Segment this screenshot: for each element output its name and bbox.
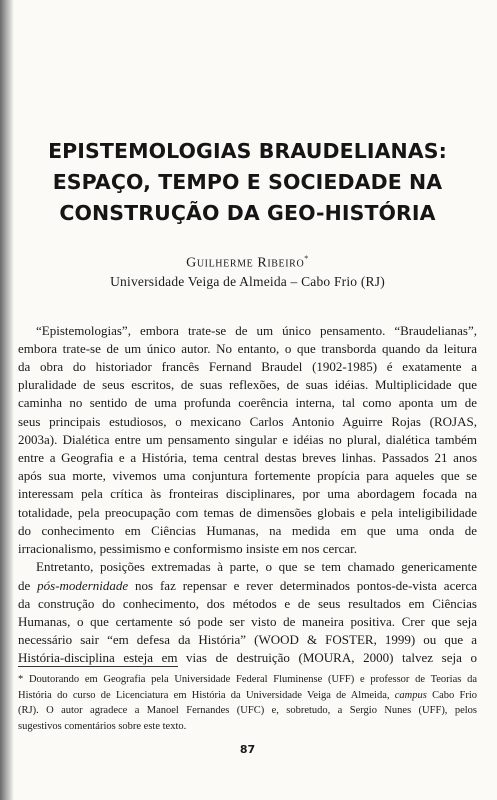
page-number: 87 [239,743,256,756]
book-spine-shadow [0,0,14,800]
text-line: embora trate-se de um único autor. No entanto, o que transborda quando da leitura [18,340,477,356]
author-name-text: Guilherme Ribeiro [186,255,305,271]
footnote [18,672,477,734]
title-line: CONSTRUÇÃO DA GEO-HISTÓRIA [59,201,436,225]
text-line: pluralidade de seus escritos, de suas reflexões, de suas idéias. Multiplicidade que [18,377,477,393]
emphasized-term: campus [394,689,427,701]
text-line: irracionalismo, pessimismo e conformismo insiste em nos cercar. [18,541,358,557]
text-line [18,577,477,595]
footnote-line: (RJ). O autor agradece a Manoel Fernandes (UFC) e, sobretudo, a Sergio Nunes (UFF), pelos [18,705,477,717]
text-segment: Cabo Frio [426,689,477,701]
text-line: interessam pela crítica às fronteiras disciplinares, por uma abordagem focada na [18,486,477,502]
text-line: da construção do conhecimento, dos métodos e de seus resultados em Ciências [18,595,477,611]
author-affiliation: Universidade Veiga de Almeida – Cabo Frio (RJ) [110,273,385,289]
footnote-divider [18,666,178,667]
text-segment: nos faz repensar e rever determinados pontos-de-vista acerca [128,577,477,593]
text-line: totalidade, pela preocupação com temas de dimensões globais e pela inteligibilidade [18,504,477,520]
page [18,0,477,800]
author-footnote-mark: * [304,254,309,263]
text-line: Entretanto, posições extremadas à parte, o que se tem chamado genericamente [36,559,477,575]
text-line: necessário sair “em defesa da História” (WOOD & FOSTER, 1999) ou que a [18,632,477,648]
text-line: seus principais estudiosos, o mexicano Carlos Antonio Aguirre Rojas (ROJAS, [18,413,477,429]
text-line: do conhecimento em Ciências Humanas, na medida em que uma onda de [18,522,477,538]
text-segment: História do curso de Licenciatura em História da Universidade Veiga de Almeida, [18,689,395,701]
text-line: Humanas, o que certamente só pode ser visto de maneira positiva. Crer que seja [18,613,477,629]
title-line: ESPAÇO, TEMPO E SOCIEDADE NA [52,170,443,194]
article-body [18,322,477,668]
text-line: após sua morte, vivemos uma conjuntura fortemente propícia para aqueles que se [18,468,477,484]
text-line: 2003a). Dialética entre um pensamento singular e idéias no plural, dialética também [18,431,477,447]
text-line: caminha no sentido de uma profunda coerência interna, tal como aponta um de [18,395,477,411]
emphasized-term: pós-modernidade [37,577,129,593]
footnote-line [18,688,477,704]
author-name [18,250,477,273]
article-title [18,136,477,229]
paragraph-2 [18,558,477,667]
title-line: EPISTEMOLOGIAS BRAUDELIANAS: [48,139,447,163]
text-segment: de [18,577,38,593]
text-line: entre a Geografia e a História, tema central destas breves linhas. Passados 21 anos [18,450,477,466]
text-line: História-disciplina esteja em vias de destruição (MOURA, 2000) talvez seja o [18,650,477,666]
footnote-line: * Doutorando em Geografia pela Universidade Federal Fluminense (UFF) e professor de Teorias da [18,674,477,685]
paragraph-1 [18,322,477,559]
text-line: da obra do historiador francês Fernand Braudel (1902-1985) é exatamente a [18,359,477,375]
footnote-line: sugestivos comentários sobre este texto. [18,720,187,732]
text-line: “Epistemologias”, embora trate-se de um único pensamento. “Braudelianas”, [36,322,477,338]
